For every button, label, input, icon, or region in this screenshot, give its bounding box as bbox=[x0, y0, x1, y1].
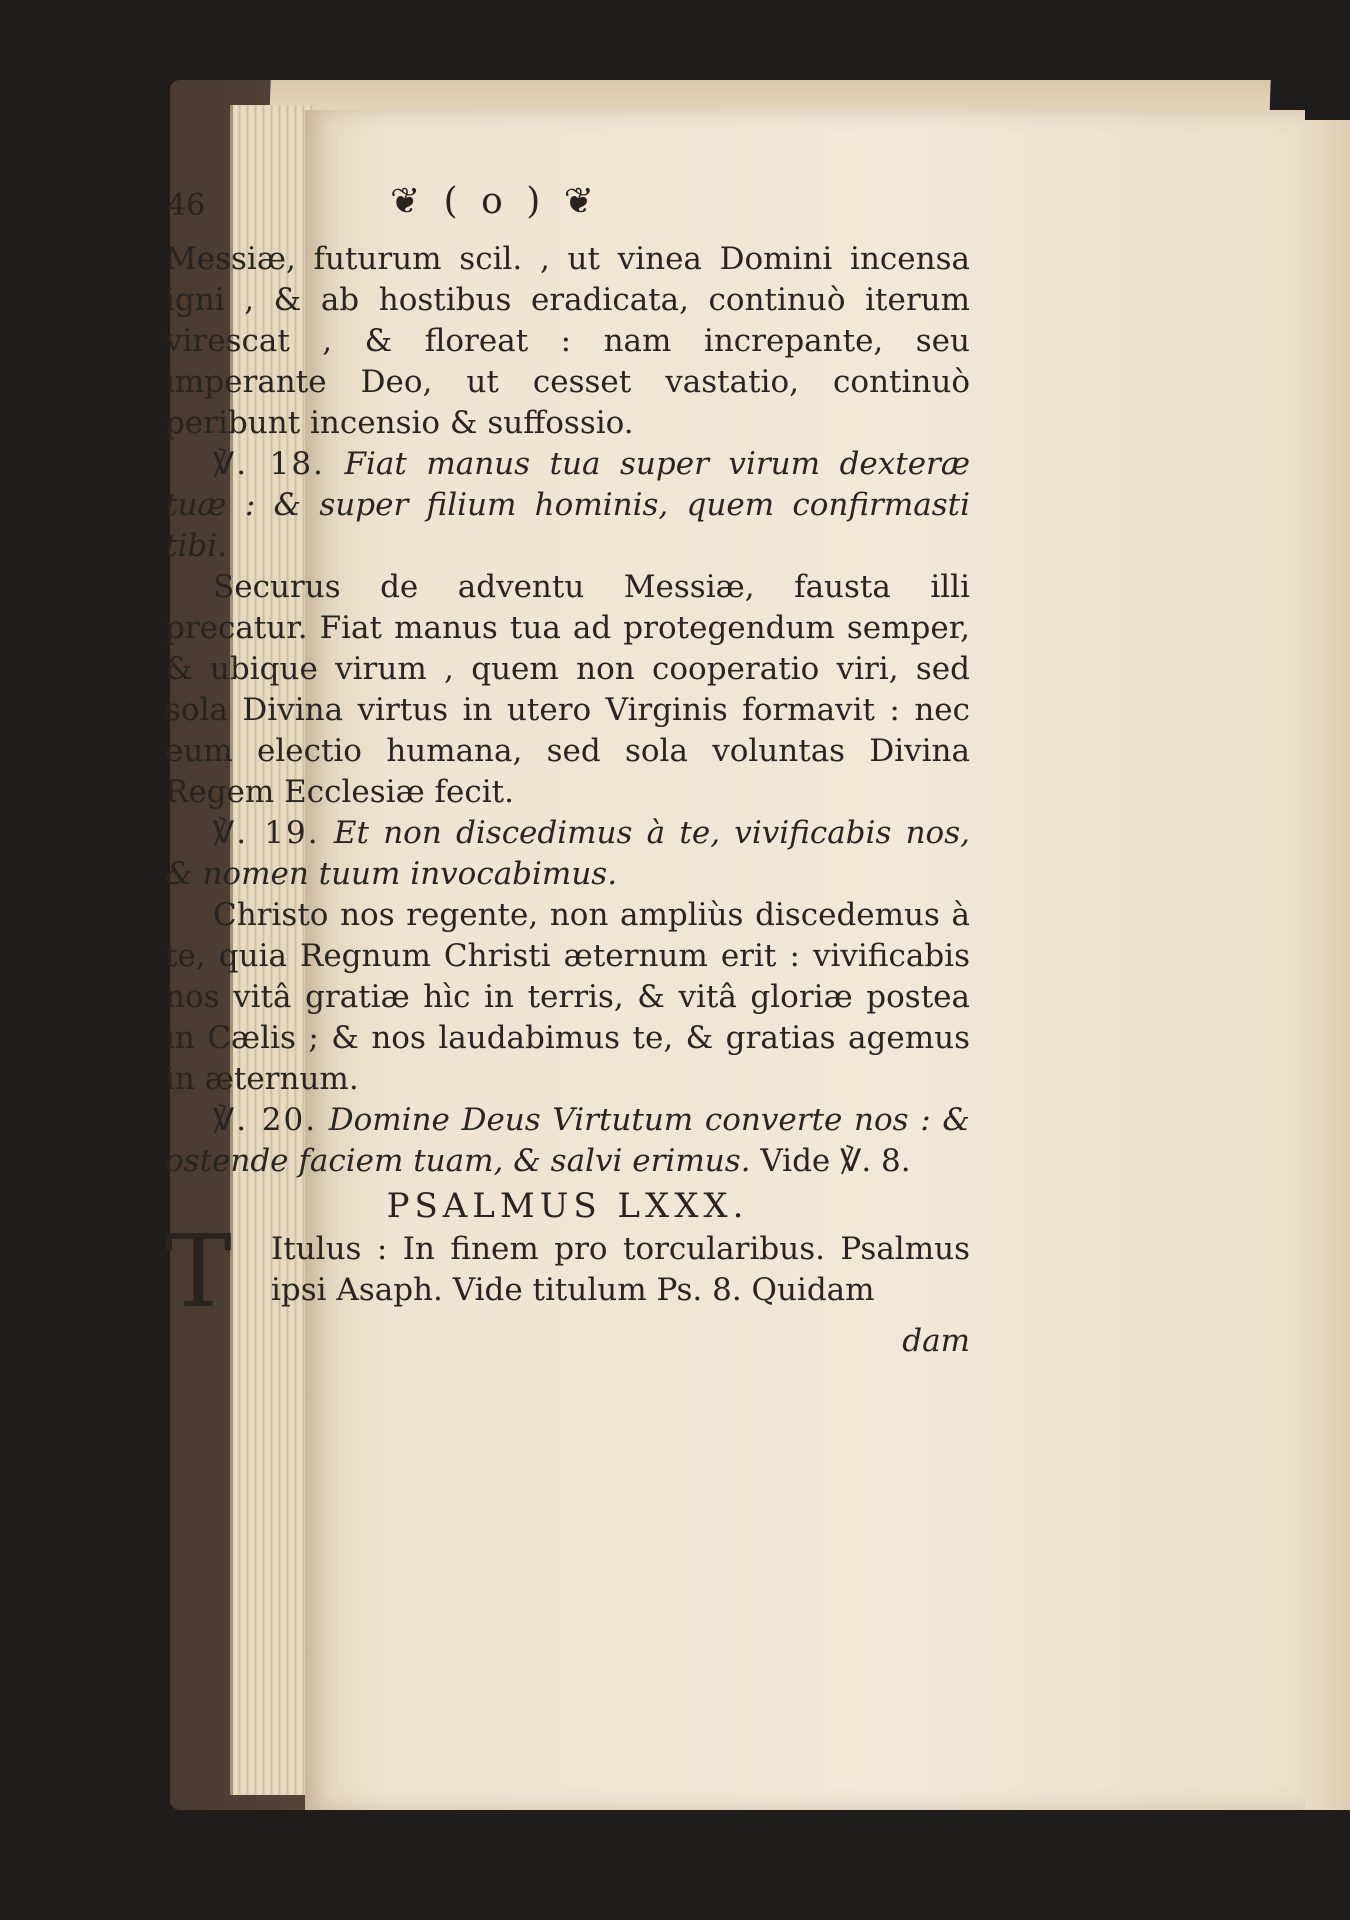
paragraph-3: Securus de adventu Messiæ, fausta illi precatur. Fiat manus tua ad protegendum semper, & ubique virum , quem non cooperatio viri, sed sola Divina virtus in utero Virginis formavit : nec eum electio humana, sed sola voluntas Divina Regem Ecclesiæ fecit. bbox=[165, 569, 970, 810]
verse-19 bbox=[165, 813, 970, 895]
verse-ref: ℣. 18. bbox=[213, 446, 325, 482]
verse-text: Fiat manus tua super virum dexteræ tuæ : & super filium hominis, quem confirmasti tibi. bbox=[165, 446, 970, 564]
cross-reference: Vide ℣. 8. bbox=[760, 1143, 911, 1179]
header-ornament: ❦ ( o ) ❦ bbox=[390, 181, 600, 222]
paragraph-1: Messiæ, futurum scil. , ut vinea Domini incensa igni , & ab hostibus eradicata, continuò iterum virescat , & floreat : nam increpante, seu imperante Deo, ut cesset vastatio, continuò peribunt incensio & suffossio. bbox=[165, 241, 970, 441]
psalm-heading: PSALMUS LXXX. bbox=[386, 1186, 749, 1226]
page-header bbox=[165, 181, 970, 235]
verse-ref: ℣. 20. bbox=[213, 1102, 318, 1138]
catchword: dam bbox=[902, 1323, 970, 1359]
facing-page-edge bbox=[1305, 120, 1350, 1810]
verse-text: Domine Deus Virtutum converte nos : & ostende faciem tuam, & salvi erimus. bbox=[165, 1102, 971, 1179]
page-text bbox=[165, 181, 971, 1362]
titulus bbox=[165, 1213, 970, 1330]
paragraph-5: Christo nos regente, non ampliùs discedemus à te, quia Regnum Christi æternum erit : vivificabis nos vitâ gratiæ hìc in terris, & vitâ gloriæ postea in Cælis ; & nos laudabimus te, & gratias agemus in æternum. bbox=[165, 897, 970, 1097]
titulus-text: Itulus : In finem pro torcularibus. Psalmus ipsi Asaph. Vide titulum Ps. 8. Quidam bbox=[271, 1231, 970, 1308]
verse-text: Et non discedimus à te, vivificabis nos, & nomen tuum invocabimus. bbox=[165, 815, 970, 892]
verse-ref: ℣. 19. bbox=[213, 815, 320, 851]
verse-18 bbox=[165, 444, 970, 567]
verse-20 bbox=[165, 1100, 970, 1182]
drop-cap: T bbox=[165, 1213, 232, 1330]
page-number: 46 bbox=[167, 188, 206, 223]
